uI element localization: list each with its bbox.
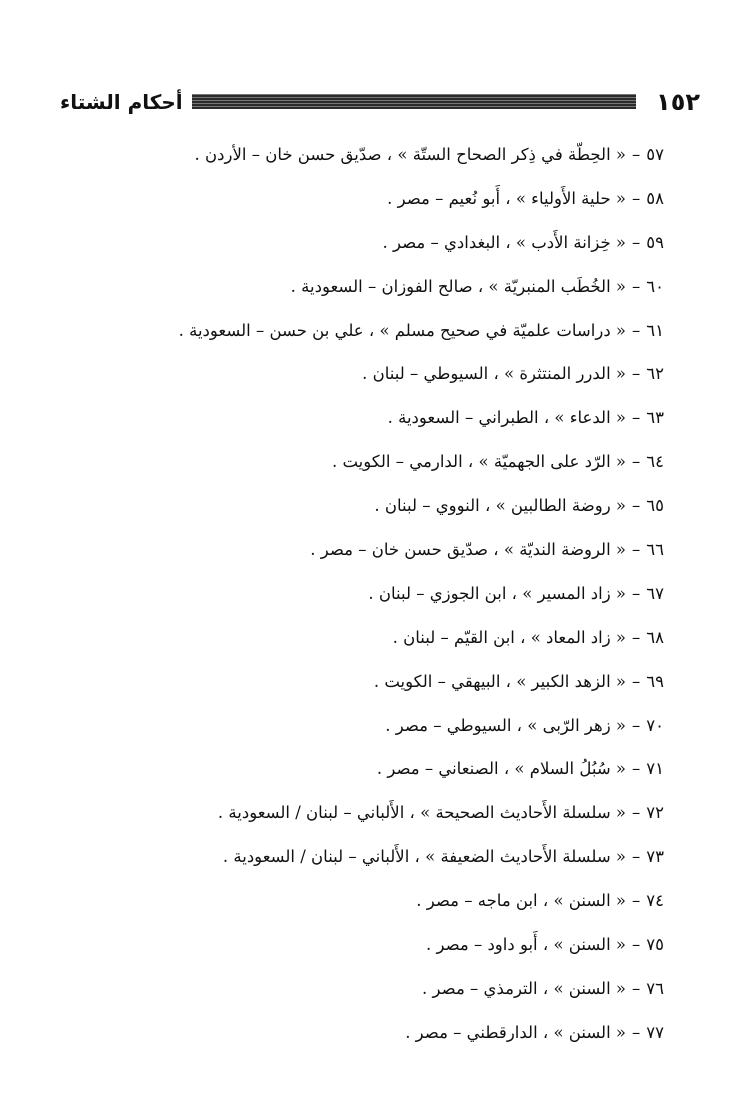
list-item — [0, 879, 664, 923]
entry-dash: – — [632, 978, 641, 998]
entry-dash: – — [632, 452, 641, 472]
entry-dash: – — [632, 803, 641, 823]
list-item — [0, 1011, 664, 1055]
entry-text: « دراسات علميّة في صحيح مسلم » ، علي بن حسن – السعودية . — [178, 320, 627, 340]
list-item — [0, 484, 664, 528]
list-item — [0, 440, 664, 484]
entry-text: « سلسلة الأَحاديث الضعيفة » ، الأَلباني – لبنان / السعودية . — [222, 847, 627, 867]
list-item — [0, 221, 664, 265]
list-item — [0, 747, 664, 791]
entry-text: « حلية الأَولياء » ، أَبو نُعيم – مصر . — [387, 188, 627, 208]
entry-text: « السنن » ، الترمذي – مصر . — [422, 978, 627, 998]
entry-text: « الحِطّة في ذِكر الصحاح الستّة » ، صدّيق حسن خان – الأردن . — [194, 145, 627, 164]
entry-dash: – — [632, 364, 641, 384]
entry-text: « زهر الرّبى » ، السيوطي – مصر . — [385, 715, 627, 735]
entry-number: ٦٨ — [646, 627, 664, 647]
entry-dash: – — [632, 188, 641, 208]
entry-number: ٧٣ — [646, 847, 664, 867]
list-item — [0, 704, 664, 748]
entry-dash: – — [632, 759, 641, 779]
list-item — [0, 967, 664, 1011]
entry-text: « الدعاء » ، الطبراني – السعودية . — [387, 408, 627, 428]
entry-text: « سلسلة الأَحاديث الصحيحة » ، الأَلباني – لبنان / السعودية . — [217, 803, 627, 823]
entry-dash: – — [632, 627, 641, 647]
entry-text: « الدرر المنتثرة » ، السيوطي – لبنان . — [362, 364, 627, 384]
entry-dash: – — [632, 671, 641, 691]
entry-number: ٦٦ — [646, 540, 664, 560]
entry-number: ٧٠ — [646, 715, 664, 735]
entry-number: ٧٦ — [646, 978, 664, 998]
entry-dash: – — [632, 145, 641, 164]
entry-number: ٧٢ — [646, 803, 664, 823]
entry-dash: – — [632, 1022, 641, 1042]
entry-text: « زاد المعاد » ، ابن القيّم – لبنان . — [392, 627, 627, 647]
entry-dash: – — [632, 232, 641, 252]
entry-text: « الروضة النديّة » ، صدّيق حسن خان – مصر . — [310, 540, 627, 560]
entry-number: ٦٠ — [646, 276, 664, 296]
entry-number: ٧٤ — [646, 891, 664, 911]
list-item — [0, 660, 664, 704]
entry-dash: – — [632, 496, 641, 516]
list-item — [0, 791, 664, 835]
entry-dash: – — [632, 583, 641, 603]
entry-number: ٥٧ — [646, 145, 664, 164]
list-item — [0, 528, 664, 572]
entry-number: ٥٨ — [646, 188, 664, 208]
entry-number: ٥٩ — [646, 232, 664, 252]
entry-text: « السنن » ، الدارقطني – مصر . — [405, 1022, 627, 1042]
entry-number: ٦٣ — [646, 408, 664, 428]
entry-dash: – — [632, 935, 641, 955]
entry-text: « الزهد الكبير » ، البيهقي – الكويت . — [373, 671, 627, 691]
list-item — [0, 616, 664, 660]
list-item — [0, 352, 664, 396]
list-item — [0, 265, 664, 309]
entry-dash: – — [632, 408, 641, 428]
entry-number: ٦٤ — [646, 452, 664, 472]
list-item — [0, 923, 664, 967]
page-number: ١٥٢ — [656, 88, 700, 116]
entry-text: « سُبُلُ السلام » ، الصنعاني – مصر . — [376, 759, 627, 779]
entry-text: « الخُطَب المنبريّة » ، صالح الفوزان – السعودية . — [290, 276, 627, 296]
entry-text: « الرّد على الجهميّة » ، الدارمي – الكويت . — [331, 452, 627, 472]
list-item — [0, 133, 664, 177]
entry-text: « روضة الطالبين » ، النووي – لبنان . — [374, 496, 627, 516]
entry-text: « خِزانة الأَدب » ، البغدادي – مصر . — [382, 232, 627, 252]
entry-number: ٦٩ — [646, 671, 664, 691]
entry-number: ٧١ — [646, 759, 664, 779]
entry-number: ٦١ — [646, 320, 664, 340]
book-title: أحكام الشتاء — [60, 90, 183, 114]
list-item — [0, 309, 664, 353]
entry-dash: – — [632, 320, 641, 340]
entry-text: « السنن » ، ابن ماجه – مصر . — [416, 891, 627, 911]
list-item — [0, 572, 664, 616]
entry-dash: – — [632, 891, 641, 911]
entry-number: ٦٢ — [646, 364, 664, 384]
entry-text: « السنن » ، أَبو داود – مصر . — [425, 935, 627, 955]
list-item — [0, 396, 664, 440]
entry-number: ٦٥ — [646, 496, 664, 516]
page-header — [60, 86, 700, 122]
reference-list — [0, 133, 664, 1055]
entry-number: ٧٥ — [646, 935, 664, 955]
entry-number: ٧٧ — [646, 1022, 664, 1042]
entry-text: « زاد المسير » ، ابن الجوزي – لبنان . — [368, 583, 627, 603]
list-item — [0, 177, 664, 221]
list-item — [0, 835, 664, 879]
entry-dash: – — [632, 276, 641, 296]
entry-dash: – — [632, 715, 641, 735]
header-rule — [192, 94, 636, 109]
entry-dash: – — [632, 540, 641, 560]
entry-dash: – — [632, 847, 641, 867]
entry-number: ٦٧ — [646, 583, 664, 603]
